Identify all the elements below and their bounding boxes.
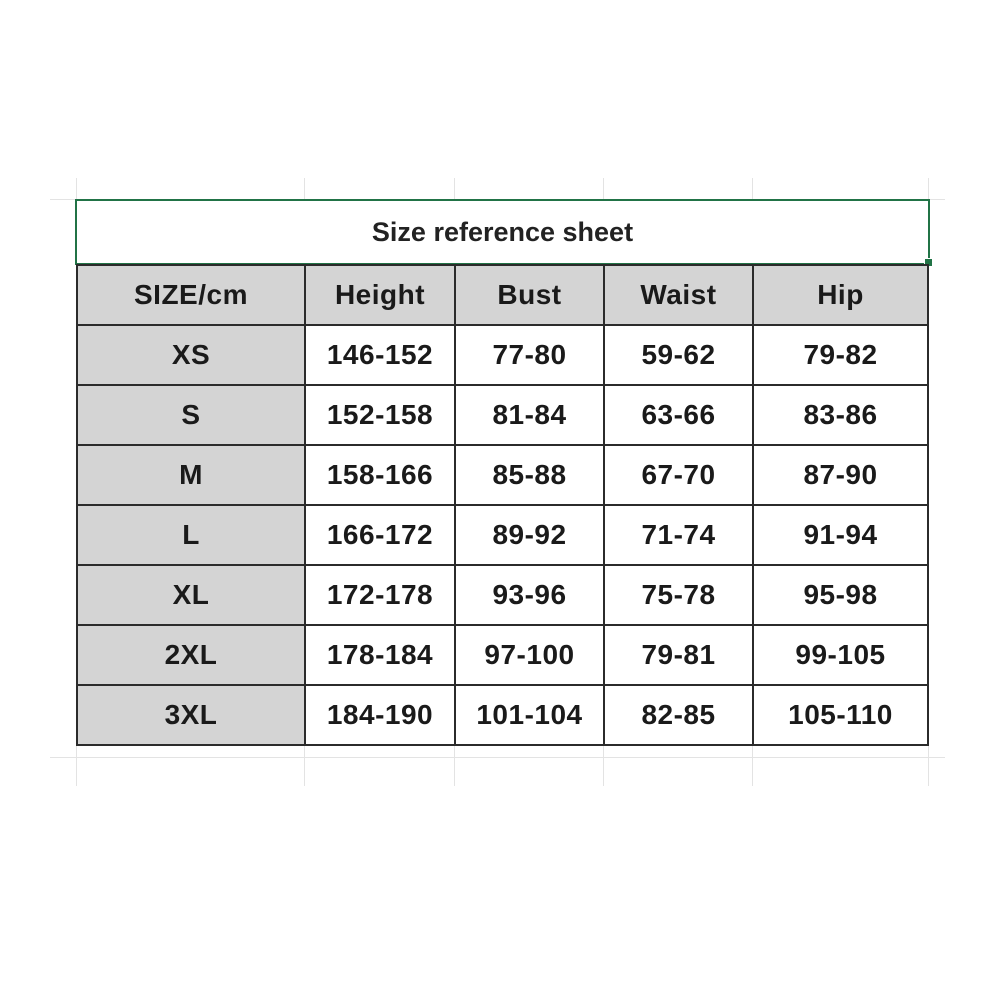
bust-cell[interactable]: 93-96: [455, 565, 604, 625]
hip-cell[interactable]: 79-82: [753, 325, 928, 385]
header-cell[interactable]: Hip: [753, 265, 928, 325]
table-row: [77, 505, 928, 565]
height-cell[interactable]: 166-172: [305, 505, 455, 565]
sheet-title: Size reference sheet: [371, 216, 634, 247]
size-label-cell[interactable]: 3XL: [77, 685, 305, 745]
size-label-cell[interactable]: 2XL: [77, 625, 305, 685]
size-label-cell[interactable]: XL: [77, 565, 305, 625]
table-row: [77, 625, 928, 685]
title-cell[interactable]: [75, 199, 930, 265]
table-row: [77, 685, 928, 745]
hip-cell[interactable]: 87-90: [753, 445, 928, 505]
hip-cell[interactable]: 91-94: [753, 505, 928, 565]
table-row: [77, 565, 928, 625]
hip-cell[interactable]: 95-98: [753, 565, 928, 625]
height-cell[interactable]: 158-166: [305, 445, 455, 505]
bust-cell[interactable]: 77-80: [455, 325, 604, 385]
waist-cell[interactable]: 67-70: [604, 445, 753, 505]
header-cell[interactable]: Bust: [455, 265, 604, 325]
table-row: [77, 445, 928, 505]
size-label-cell[interactable]: S: [77, 385, 305, 445]
waist-cell[interactable]: 82-85: [604, 685, 753, 745]
bust-cell[interactable]: 101-104: [455, 685, 604, 745]
waist-cell[interactable]: 71-74: [604, 505, 753, 565]
height-cell[interactable]: 152-158: [305, 385, 455, 445]
header-cell[interactable]: Height: [305, 265, 455, 325]
bust-cell[interactable]: 97-100: [455, 625, 604, 685]
waist-cell[interactable]: 79-81: [604, 625, 753, 685]
height-cell[interactable]: 178-184: [305, 625, 455, 685]
size-label-cell[interactable]: XS: [77, 325, 305, 385]
header-row: [77, 265, 928, 325]
hip-cell[interactable]: 99-105: [753, 625, 928, 685]
table-row: [77, 385, 928, 445]
size-table: [76, 264, 929, 746]
height-cell[interactable]: 172-178: [305, 565, 455, 625]
header-cell[interactable]: Waist: [604, 265, 753, 325]
gridline: [50, 757, 945, 758]
bust-cell[interactable]: 89-92: [455, 505, 604, 565]
size-label-cell[interactable]: L: [77, 505, 305, 565]
waist-cell[interactable]: 63-66: [604, 385, 753, 445]
table-row: [77, 325, 928, 385]
height-cell[interactable]: 146-152: [305, 325, 455, 385]
hip-cell[interactable]: 83-86: [753, 385, 928, 445]
bust-cell[interactable]: 85-88: [455, 445, 604, 505]
height-cell[interactable]: 184-190: [305, 685, 455, 745]
bust-cell[interactable]: 81-84: [455, 385, 604, 445]
hip-cell[interactable]: 105-110: [753, 685, 928, 745]
waist-cell[interactable]: 75-78: [604, 565, 753, 625]
size-label-cell[interactable]: M: [77, 445, 305, 505]
header-cell[interactable]: SIZE/cm: [77, 265, 305, 325]
waist-cell[interactable]: 59-62: [604, 325, 753, 385]
